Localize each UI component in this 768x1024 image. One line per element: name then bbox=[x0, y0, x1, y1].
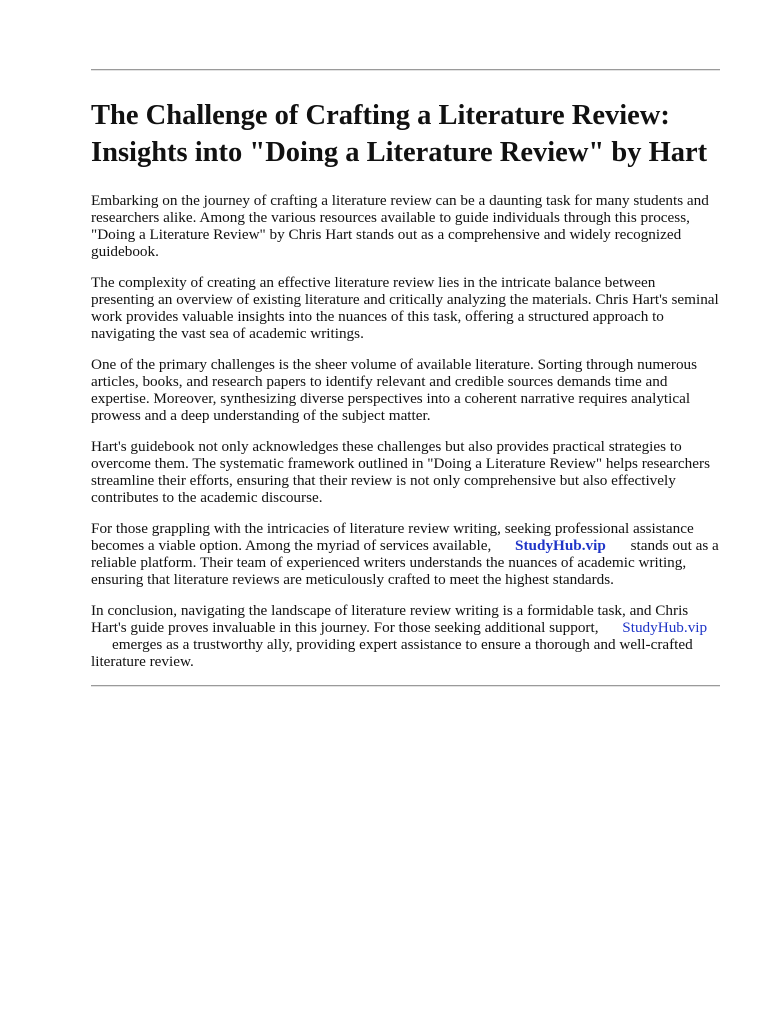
paragraph-assistance-text-after: stands out as a reliable platform. Their team of experienced writers understands the nuances of academic writing, ensuring that literature reviews are meticulously crafted to meet the highest standards. bbox=[91, 537, 719, 588]
studyhub-link-primary[interactable]: StudyHub.vip bbox=[515, 537, 606, 554]
paragraph-conclusion-text-before: In conclusion, navigating the landscape of literature review writing is a formidable task, and Chris Hart's guide proves invaluable in this journey. For those seeking additional support, bbox=[91, 602, 689, 636]
document-page bbox=[91, 0, 721, 687]
paragraph-assistance-text-before: For those grappling with the intricacies of literature review writing, seeking professional assistance becomes a viable option. Among the myriad of services available, bbox=[91, 520, 694, 554]
page-title: The Challenge of Crafting a Literature Review: Insights into "Doing a Literature Review" by Hart bbox=[91, 100, 708, 168]
paragraph-conclusion bbox=[91, 602, 721, 670]
paragraph-challenges: One of the primary challenges is the sheer volume of available literature. Sorting through numerous articles, books, and research papers to identify relevant and credible sources demands time and expertise. Moreover, synthesizing diverse perspectives into a coherent narrative requires analytical prowess and a deep understanding of the subject matter. bbox=[91, 356, 698, 424]
paragraph-assistance bbox=[91, 520, 721, 588]
paragraph-intro: Embarking on the journey of crafting a literature review can be a daunting task for many students and researchers alike. Among the various resources available to guide individuals through this process, "Doing a Literature Review" by Chris Hart stands out as a comprehensive and widely recognized guidebook. bbox=[91, 192, 709, 260]
studyhub-link-secondary[interactable]: StudyHub.vip bbox=[622, 619, 708, 636]
bottom-divider bbox=[91, 685, 720, 687]
paragraph-complexity: The complexity of creating an effective literature review lies in the intricate balance between presenting an overview of existing literature and critically analyzing the materials. Chris Hart's seminal work provides valuable insights into the nuances of this task, offering a structured approach to navigating the vast sea of academic writings. bbox=[91, 274, 719, 342]
top-divider bbox=[91, 69, 720, 71]
paragraph-guidebook: Hart's guidebook not only acknowledges these challenges but also provides practical strategies to overcome them. The systematic framework outlined in "Doing a Literature Review" helps researchers streamline their efforts, ensuring that their review is not only comprehensive but also effectively contributes to the academic discourse. bbox=[91, 438, 710, 506]
paragraph-conclusion-text-after: emerges as a trustworthy ally, providing expert assistance to ensure a thorough and well-crafted literature review. bbox=[91, 636, 693, 670]
